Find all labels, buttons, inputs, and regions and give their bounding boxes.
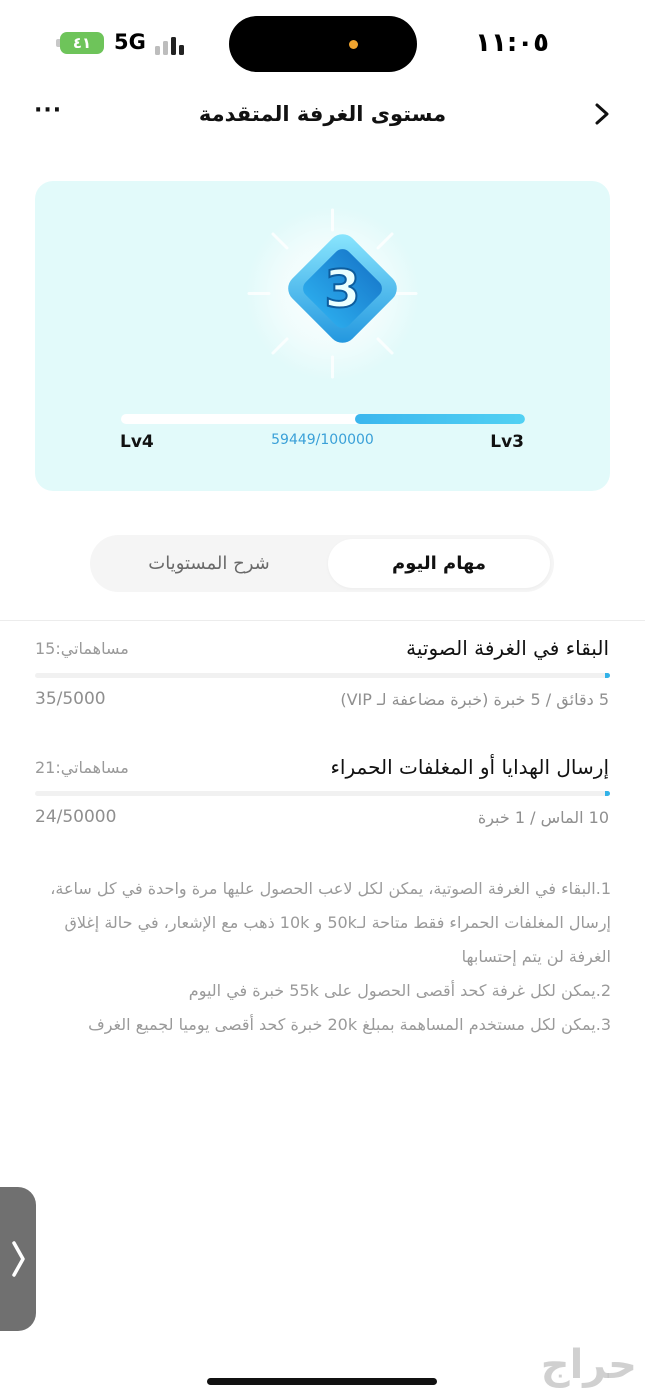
more-options-icon[interactable]: ··· (34, 98, 63, 123)
chevron-right-icon (7, 1237, 29, 1281)
tab-daily-tasks[interactable]: مهام اليوم (328, 539, 550, 588)
task-progress-fill (605, 673, 610, 678)
rule-note: 1.البقاء في الغرفة الصوتية، يمكن لكل لاعب الحصول عليها مرة واحدة في كل ساعة، إرسال المغلفات الحمراء فقط متاحة لـ50k و 10k ذهب مع الإشعار، في حالة إغلاق الغرفة لن يتم إحتسابها (50, 879, 611, 966)
tab-switcher (90, 535, 554, 592)
task-contribution: مساهماتي:15 (35, 639, 129, 658)
task-progress-fill (605, 791, 610, 796)
task-contribution: مساهماتي:21 (35, 758, 129, 777)
dynamic-island (229, 16, 417, 72)
privacy-indicator-icon (349, 40, 358, 49)
task-progress-bar (35, 673, 610, 678)
rule-note: 3.يمكن لكل مستخدم المساهمة بمبلغ 20k خبرة كحد أقصى يوميا لجميع الغرف (88, 1015, 611, 1034)
task-progress-bar (35, 791, 610, 796)
level-badge-icon (275, 221, 410, 356)
current-level-label: Lv3 (490, 432, 524, 452)
level-progress-text: 59449/100000 (271, 432, 374, 448)
watermark-logo: حراج (540, 1342, 637, 1388)
rule-note: 2.يمكن لكل غرفة كحد أقصى الحصول على 55k خبرة في اليوم (188, 981, 611, 1000)
status-time: ١١:٠٥ (475, 28, 549, 58)
task-count: 35/5000 (35, 689, 106, 709)
task-title: البقاء في الغرفة الصوتية (406, 636, 609, 660)
battery-level: ٤١ (72, 34, 92, 52)
divider (0, 620, 645, 621)
battery-icon (60, 32, 104, 54)
badge-number: 3 (324, 260, 361, 320)
task-title: إرسال الهدايا أو المغلفات الحمراء (330, 755, 609, 779)
level-progress-bar (121, 414, 525, 424)
home-indicator[interactable] (207, 1378, 437, 1385)
task-reward: 10 الماس / 1 خبرة (477, 808, 609, 827)
level-card (35, 181, 610, 491)
signal-icon (155, 33, 189, 55)
next-level-label: Lv4 (120, 432, 154, 452)
rules-notes (35, 872, 611, 1042)
tab-levels-explanation[interactable]: شرح المستويات (148, 553, 270, 574)
task-reward: 5 دقائق / 5 خبرة (خبرة مضاعفة لـ VIP) (340, 690, 609, 709)
level-progress-fill (355, 414, 525, 424)
task-count: 24/50000 (35, 807, 117, 827)
page-title: مستوى الغرفة المتقدمة (198, 102, 447, 126)
network-type: 5G (114, 30, 146, 54)
